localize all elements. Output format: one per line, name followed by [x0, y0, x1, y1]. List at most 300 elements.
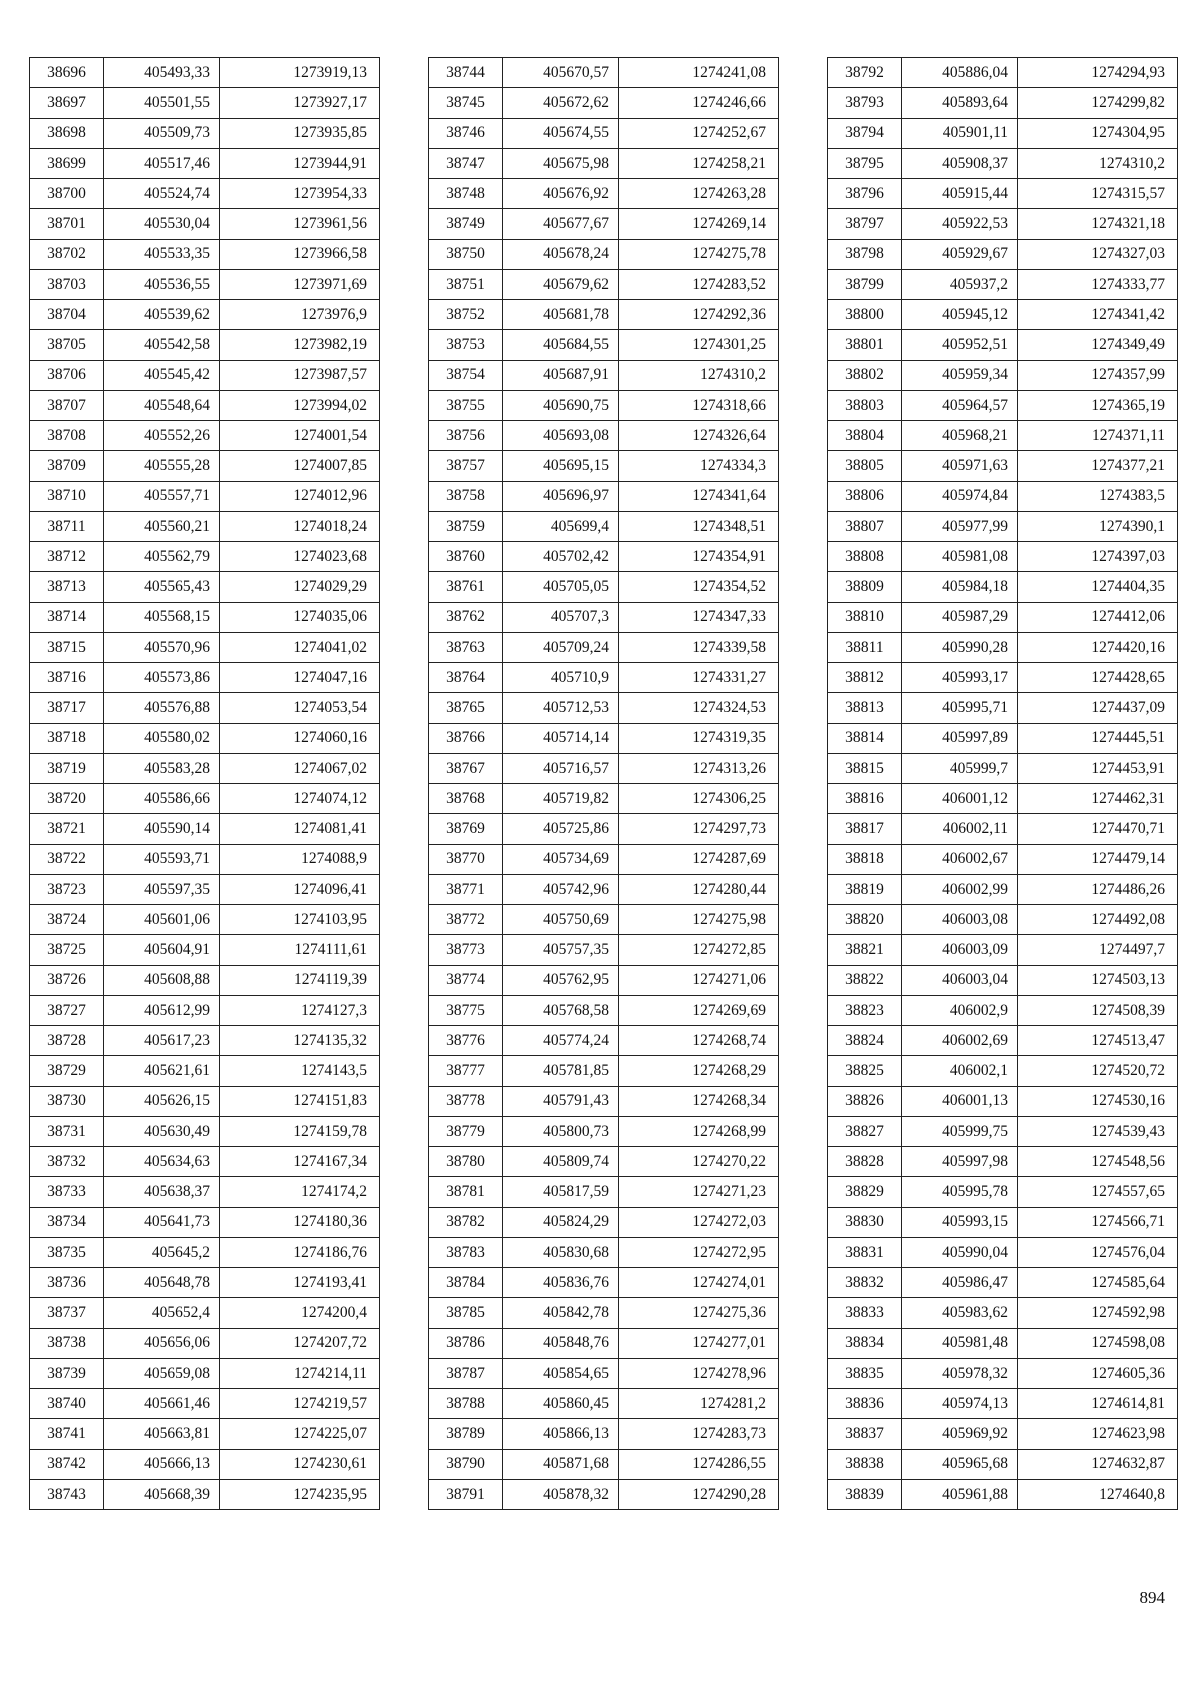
y-coordinate-cell: 1274012,96 — [220, 481, 380, 511]
point-number-cell: 38705 — [30, 330, 104, 360]
table-row — [30, 1177, 380, 1207]
table-row — [828, 935, 1178, 965]
y-coordinate-cell: 1274159,78 — [220, 1116, 380, 1146]
table-row — [429, 874, 779, 904]
x-coordinate-cell: 405710,9 — [503, 663, 619, 693]
point-number-cell: 38753 — [429, 330, 503, 360]
x-coordinate-cell: 405774,24 — [503, 1026, 619, 1056]
y-coordinate-cell: 1274548,56 — [1018, 1147, 1178, 1177]
point-number-cell: 38789 — [429, 1419, 503, 1449]
y-coordinate-cell: 1274268,34 — [619, 1086, 779, 1116]
y-coordinate-cell: 1274269,69 — [619, 995, 779, 1025]
x-coordinate-cell: 405659,08 — [104, 1358, 220, 1388]
table-row — [429, 58, 779, 88]
table-row — [828, 360, 1178, 390]
x-coordinate-cell: 405908,37 — [902, 148, 1018, 178]
point-number-cell: 38765 — [429, 693, 503, 723]
x-coordinate-cell: 405674,55 — [503, 118, 619, 148]
x-coordinate-cell: 405536,55 — [104, 269, 220, 299]
y-coordinate-cell: 1274268,99 — [619, 1116, 779, 1146]
x-coordinate-cell: 405684,55 — [503, 330, 619, 360]
x-coordinate-cell: 405871,68 — [503, 1449, 619, 1479]
x-coordinate-cell: 405945,12 — [902, 300, 1018, 330]
y-coordinate-cell: 1274319,35 — [619, 723, 779, 753]
point-number-cell: 38797 — [828, 209, 902, 239]
table-row — [828, 300, 1178, 330]
x-coordinate-cell: 405677,67 — [503, 209, 619, 239]
table-row — [30, 58, 380, 88]
table-row — [30, 1086, 380, 1116]
y-coordinate-cell: 1274557,65 — [1018, 1177, 1178, 1207]
x-coordinate-cell: 405961,88 — [902, 1479, 1018, 1509]
y-coordinate-cell: 1274283,52 — [619, 269, 779, 299]
x-coordinate-cell: 405968,21 — [902, 421, 1018, 451]
x-coordinate-cell: 406003,04 — [902, 965, 1018, 995]
x-coordinate-cell: 405997,98 — [902, 1147, 1018, 1177]
y-coordinate-cell: 1274219,57 — [220, 1389, 380, 1419]
point-number-cell: 38762 — [429, 602, 503, 632]
point-number-cell: 38716 — [30, 663, 104, 693]
x-coordinate-cell: 405915,44 — [902, 179, 1018, 209]
x-coordinate-cell: 405848,76 — [503, 1328, 619, 1358]
table-row — [30, 874, 380, 904]
x-coordinate-cell: 405995,78 — [902, 1177, 1018, 1207]
point-number-cell: 38709 — [30, 451, 104, 481]
x-coordinate-cell: 405679,62 — [503, 269, 619, 299]
y-coordinate-cell: 1274269,14 — [619, 209, 779, 239]
x-coordinate-cell: 405687,91 — [503, 360, 619, 390]
x-coordinate-cell: 405999,75 — [902, 1116, 1018, 1146]
table-row — [828, 1449, 1178, 1479]
table-row — [828, 239, 1178, 269]
y-coordinate-cell: 1274230,61 — [220, 1449, 380, 1479]
y-coordinate-cell: 1274632,87 — [1018, 1449, 1178, 1479]
x-coordinate-cell: 405675,98 — [503, 148, 619, 178]
point-number-cell: 38832 — [828, 1268, 902, 1298]
table-row — [30, 1116, 380, 1146]
point-number-cell: 38798 — [828, 239, 902, 269]
point-number-cell: 38748 — [429, 179, 503, 209]
x-coordinate-cell: 405817,59 — [503, 1177, 619, 1207]
y-coordinate-cell: 1274297,73 — [619, 814, 779, 844]
y-coordinate-cell: 1274180,36 — [220, 1207, 380, 1237]
x-coordinate-cell: 405983,62 — [902, 1298, 1018, 1328]
y-coordinate-cell: 1274286,55 — [619, 1449, 779, 1479]
table-row — [828, 1086, 1178, 1116]
point-number-cell: 38823 — [828, 995, 902, 1025]
x-coordinate-cell: 405533,35 — [104, 239, 220, 269]
point-number-cell: 38836 — [828, 1389, 902, 1419]
point-number-cell: 38774 — [429, 965, 503, 995]
x-coordinate-cell: 405699,4 — [503, 511, 619, 541]
y-coordinate-cell: 1274377,21 — [1018, 451, 1178, 481]
point-number-cell: 38827 — [828, 1116, 902, 1146]
x-coordinate-cell: 405750,69 — [503, 905, 619, 935]
x-coordinate-cell: 405866,13 — [503, 1419, 619, 1449]
x-coordinate-cell: 406002,69 — [902, 1026, 1018, 1056]
table-row — [30, 1419, 380, 1449]
point-number-cell: 38735 — [30, 1237, 104, 1267]
y-coordinate-cell: 1274327,03 — [1018, 239, 1178, 269]
y-coordinate-cell: 1274334,3 — [619, 451, 779, 481]
x-coordinate-cell: 405734,69 — [503, 844, 619, 874]
y-coordinate-cell: 1274283,73 — [619, 1419, 779, 1449]
x-coordinate-cell: 405922,53 — [902, 209, 1018, 239]
table-row — [429, 88, 779, 118]
y-coordinate-cell: 1274135,32 — [220, 1026, 380, 1056]
point-number-cell: 38742 — [30, 1449, 104, 1479]
point-number-cell: 38721 — [30, 814, 104, 844]
x-coordinate-cell: 405707,3 — [503, 602, 619, 632]
table-row — [30, 844, 380, 874]
y-coordinate-cell: 1274281,2 — [619, 1389, 779, 1419]
point-number-cell: 38714 — [30, 602, 104, 632]
y-coordinate-cell: 1274331,27 — [619, 663, 779, 693]
y-coordinate-cell: 1274333,77 — [1018, 269, 1178, 299]
point-number-cell: 38778 — [429, 1086, 503, 1116]
table-row — [429, 814, 779, 844]
y-coordinate-cell: 1274412,06 — [1018, 602, 1178, 632]
point-number-cell: 38759 — [429, 511, 503, 541]
table-row — [429, 1147, 779, 1177]
x-coordinate-cell: 405781,85 — [503, 1056, 619, 1086]
table-row — [828, 118, 1178, 148]
point-number-cell: 38738 — [30, 1328, 104, 1358]
x-coordinate-cell: 405638,37 — [104, 1177, 220, 1207]
table-row — [828, 209, 1178, 239]
point-number-cell: 38817 — [828, 814, 902, 844]
point-number-cell: 38810 — [828, 602, 902, 632]
x-coordinate-cell: 405959,34 — [902, 360, 1018, 390]
x-coordinate-cell: 405809,74 — [503, 1147, 619, 1177]
y-coordinate-cell: 1274313,26 — [619, 753, 779, 783]
table-row — [30, 1389, 380, 1419]
x-coordinate-cell: 405670,57 — [503, 58, 619, 88]
point-number-cell: 38783 — [429, 1237, 503, 1267]
x-coordinate-cell: 405524,74 — [104, 179, 220, 209]
point-number-cell: 38833 — [828, 1298, 902, 1328]
x-coordinate-cell: 405719,82 — [503, 784, 619, 814]
y-coordinate-cell: 1274268,74 — [619, 1026, 779, 1056]
point-number-cell: 38818 — [828, 844, 902, 874]
x-coordinate-cell: 405621,61 — [104, 1056, 220, 1086]
y-coordinate-cell: 1274341,64 — [619, 481, 779, 511]
y-coordinate-cell: 1274207,72 — [220, 1328, 380, 1358]
table-row — [429, 1298, 779, 1328]
table-row — [828, 1298, 1178, 1328]
table-row — [429, 693, 779, 723]
y-coordinate-cell: 1274371,11 — [1018, 421, 1178, 451]
point-number-cell: 38731 — [30, 1116, 104, 1146]
point-number-cell: 38727 — [30, 995, 104, 1025]
table-row — [828, 390, 1178, 420]
point-number-cell: 38699 — [30, 148, 104, 178]
point-number-cell: 38780 — [429, 1147, 503, 1177]
y-coordinate-cell: 1274357,99 — [1018, 360, 1178, 390]
point-number-cell: 38729 — [30, 1056, 104, 1086]
x-coordinate-cell: 405530,04 — [104, 209, 220, 239]
table-row — [429, 360, 779, 390]
point-number-cell: 38720 — [30, 784, 104, 814]
x-coordinate-cell: 405545,42 — [104, 360, 220, 390]
table-row — [30, 360, 380, 390]
y-coordinate-cell: 1274053,54 — [220, 693, 380, 723]
x-coordinate-cell: 405548,64 — [104, 390, 220, 420]
y-coordinate-cell: 1274445,51 — [1018, 723, 1178, 753]
y-coordinate-cell: 1274186,76 — [220, 1237, 380, 1267]
y-coordinate-cell: 1273966,58 — [220, 239, 380, 269]
point-number-cell: 38717 — [30, 693, 104, 723]
y-coordinate-cell: 1274258,21 — [619, 148, 779, 178]
x-coordinate-cell: 405608,88 — [104, 965, 220, 995]
y-coordinate-cell: 1274321,18 — [1018, 209, 1178, 239]
y-coordinate-cell: 1274241,08 — [619, 58, 779, 88]
y-coordinate-cell: 1274290,28 — [619, 1479, 779, 1509]
y-coordinate-cell: 1274479,14 — [1018, 844, 1178, 874]
x-coordinate-cell: 406002,99 — [902, 874, 1018, 904]
x-coordinate-cell: 405709,24 — [503, 632, 619, 662]
table-row — [429, 269, 779, 299]
table-row — [30, 1328, 380, 1358]
x-coordinate-cell: 405626,15 — [104, 1086, 220, 1116]
x-coordinate-cell: 405590,14 — [104, 814, 220, 844]
point-number-cell: 38828 — [828, 1147, 902, 1177]
x-coordinate-cell: 405617,23 — [104, 1026, 220, 1056]
point-number-cell: 38784 — [429, 1268, 503, 1298]
point-number-cell: 38776 — [429, 1026, 503, 1056]
point-number-cell: 38795 — [828, 148, 902, 178]
table-row — [30, 723, 380, 753]
x-coordinate-cell: 405552,26 — [104, 421, 220, 451]
y-coordinate-cell: 1274539,43 — [1018, 1116, 1178, 1146]
table-row — [30, 300, 380, 330]
x-coordinate-cell: 405768,58 — [503, 995, 619, 1025]
y-coordinate-cell: 1274275,36 — [619, 1298, 779, 1328]
table-row — [828, 632, 1178, 662]
y-coordinate-cell: 1273982,19 — [220, 330, 380, 360]
x-coordinate-cell: 405952,51 — [902, 330, 1018, 360]
y-coordinate-cell: 1274119,39 — [220, 965, 380, 995]
table-row — [429, 965, 779, 995]
x-coordinate-cell: 405969,92 — [902, 1419, 1018, 1449]
table-row — [828, 179, 1178, 209]
x-coordinate-cell: 406002,67 — [902, 844, 1018, 874]
table-row — [828, 602, 1178, 632]
x-coordinate-cell: 405652,4 — [104, 1298, 220, 1328]
y-coordinate-cell: 1274103,95 — [220, 905, 380, 935]
table-row — [30, 179, 380, 209]
y-coordinate-cell: 1274520,72 — [1018, 1056, 1178, 1086]
y-coordinate-cell: 1274081,41 — [220, 814, 380, 844]
table-row — [828, 1237, 1178, 1267]
table-row — [30, 1237, 380, 1267]
point-number-cell: 38741 — [30, 1419, 104, 1449]
table-row — [30, 784, 380, 814]
x-coordinate-cell: 405986,47 — [902, 1268, 1018, 1298]
x-coordinate-cell: 405509,73 — [104, 118, 220, 148]
point-number-cell: 38734 — [30, 1207, 104, 1237]
point-number-cell: 38752 — [429, 300, 503, 330]
x-coordinate-cell: 405630,49 — [104, 1116, 220, 1146]
y-coordinate-cell: 1274397,03 — [1018, 542, 1178, 572]
y-coordinate-cell: 1274513,47 — [1018, 1026, 1178, 1056]
x-coordinate-cell: 405854,65 — [503, 1358, 619, 1388]
y-coordinate-cell: 1274088,9 — [220, 844, 380, 874]
table-row — [429, 239, 779, 269]
point-number-cell: 38803 — [828, 390, 902, 420]
table-row — [828, 1147, 1178, 1177]
y-coordinate-cell: 1274271,06 — [619, 965, 779, 995]
x-coordinate-cell: 405762,95 — [503, 965, 619, 995]
x-coordinate-cell: 405663,81 — [104, 1419, 220, 1449]
x-coordinate-cell: 405542,58 — [104, 330, 220, 360]
point-number-cell: 38801 — [828, 330, 902, 360]
table-row — [828, 965, 1178, 995]
point-number-cell: 38824 — [828, 1026, 902, 1056]
x-coordinate-cell: 405645,2 — [104, 1237, 220, 1267]
point-number-cell: 38834 — [828, 1328, 902, 1358]
table-row — [30, 148, 380, 178]
point-number-cell: 38726 — [30, 965, 104, 995]
y-coordinate-cell: 1274041,02 — [220, 632, 380, 662]
y-coordinate-cell: 1274235,95 — [220, 1479, 380, 1509]
x-coordinate-cell: 405539,62 — [104, 300, 220, 330]
y-coordinate-cell: 1274598,08 — [1018, 1328, 1178, 1358]
table-row — [30, 209, 380, 239]
x-coordinate-cell: 406003,09 — [902, 935, 1018, 965]
table-row — [30, 542, 380, 572]
x-coordinate-cell: 405576,88 — [104, 693, 220, 723]
table-row — [429, 663, 779, 693]
x-coordinate-cell: 405568,15 — [104, 602, 220, 632]
y-coordinate-cell: 1274246,66 — [619, 88, 779, 118]
y-coordinate-cell: 1274035,06 — [220, 602, 380, 632]
table-row — [429, 1479, 779, 1509]
table-row — [429, 632, 779, 662]
point-number-cell: 38814 — [828, 723, 902, 753]
x-coordinate-cell: 405580,02 — [104, 723, 220, 753]
y-coordinate-cell: 1274486,26 — [1018, 874, 1178, 904]
point-number-cell: 38804 — [828, 421, 902, 451]
point-number-cell: 38790 — [429, 1449, 503, 1479]
table-row — [828, 995, 1178, 1025]
x-coordinate-cell: 405693,08 — [503, 421, 619, 451]
point-number-cell: 38755 — [429, 390, 503, 420]
point-number-cell: 38819 — [828, 874, 902, 904]
point-number-cell: 38791 — [429, 1479, 503, 1509]
point-number-cell: 38830 — [828, 1207, 902, 1237]
y-coordinate-cell: 1273994,02 — [220, 390, 380, 420]
y-coordinate-cell: 1274193,41 — [220, 1268, 380, 1298]
table-row — [30, 602, 380, 632]
y-coordinate-cell: 1274294,93 — [1018, 58, 1178, 88]
x-coordinate-cell: 405593,71 — [104, 844, 220, 874]
y-coordinate-cell: 1274390,1 — [1018, 511, 1178, 541]
point-number-cell: 38793 — [828, 88, 902, 118]
point-number-cell: 38761 — [429, 572, 503, 602]
table-row — [828, 572, 1178, 602]
table-row — [30, 572, 380, 602]
x-coordinate-cell: 405971,63 — [902, 451, 1018, 481]
point-number-cell: 38740 — [30, 1389, 104, 1419]
point-number-cell: 38807 — [828, 511, 902, 541]
x-coordinate-cell: 405725,86 — [503, 814, 619, 844]
table-row — [30, 1207, 380, 1237]
table-row — [828, 1177, 1178, 1207]
table-row — [828, 1056, 1178, 1086]
x-coordinate-cell: 405661,46 — [104, 1389, 220, 1419]
table-row — [828, 511, 1178, 541]
table-row — [429, 1116, 779, 1146]
x-coordinate-cell: 405493,33 — [104, 58, 220, 88]
point-number-cell: 38829 — [828, 1177, 902, 1207]
point-number-cell: 38799 — [828, 269, 902, 299]
x-coordinate-cell: 405501,55 — [104, 88, 220, 118]
table-row — [828, 1026, 1178, 1056]
point-number-cell: 38712 — [30, 542, 104, 572]
y-coordinate-cell: 1274640,8 — [1018, 1479, 1178, 1509]
table-row — [429, 1268, 779, 1298]
point-number-cell: 38808 — [828, 542, 902, 572]
table-row — [828, 663, 1178, 693]
y-coordinate-cell: 1273927,17 — [220, 88, 380, 118]
y-coordinate-cell: 1274592,98 — [1018, 1298, 1178, 1328]
x-coordinate-cell: 405830,68 — [503, 1237, 619, 1267]
point-number-cell: 38806 — [828, 481, 902, 511]
point-number-cell: 38711 — [30, 511, 104, 541]
table-row — [30, 663, 380, 693]
y-coordinate-cell: 1274272,95 — [619, 1237, 779, 1267]
point-number-cell: 38751 — [429, 269, 503, 299]
table-row — [828, 1116, 1178, 1146]
y-coordinate-cell: 1274225,07 — [220, 1419, 380, 1449]
y-coordinate-cell: 1274508,39 — [1018, 995, 1178, 1025]
x-coordinate-cell: 405964,57 — [902, 390, 1018, 420]
x-coordinate-cell: 405666,13 — [104, 1449, 220, 1479]
point-number-cell: 38719 — [30, 753, 104, 783]
y-coordinate-cell: 1274272,85 — [619, 935, 779, 965]
x-coordinate-cell: 405987,29 — [902, 602, 1018, 632]
x-coordinate-cell: 405612,99 — [104, 995, 220, 1025]
x-coordinate-cell: 405978,32 — [902, 1358, 1018, 1388]
y-coordinate-cell: 1273976,9 — [220, 300, 380, 330]
point-number-cell: 38805 — [828, 451, 902, 481]
y-coordinate-cell: 1274339,58 — [619, 632, 779, 662]
x-coordinate-cell: 406003,08 — [902, 905, 1018, 935]
x-coordinate-cell: 405573,86 — [104, 663, 220, 693]
table-row — [30, 390, 380, 420]
x-coordinate-cell: 405597,35 — [104, 874, 220, 904]
point-number-cell: 38725 — [30, 935, 104, 965]
table-row — [30, 330, 380, 360]
table-row — [828, 874, 1178, 904]
point-number-cell: 38715 — [30, 632, 104, 662]
table-row — [429, 1419, 779, 1449]
point-number-cell: 38815 — [828, 753, 902, 783]
point-number-cell: 38739 — [30, 1358, 104, 1388]
point-number-cell: 38737 — [30, 1298, 104, 1328]
point-number-cell: 38732 — [30, 1147, 104, 1177]
x-coordinate-cell: 405712,53 — [503, 693, 619, 723]
y-coordinate-cell: 1274497,7 — [1018, 935, 1178, 965]
y-coordinate-cell: 1274275,98 — [619, 905, 779, 935]
x-coordinate-cell: 405555,28 — [104, 451, 220, 481]
y-coordinate-cell: 1274277,01 — [619, 1328, 779, 1358]
x-coordinate-cell: 405893,64 — [902, 88, 1018, 118]
y-coordinate-cell: 1274275,78 — [619, 239, 779, 269]
point-number-cell: 38713 — [30, 572, 104, 602]
y-coordinate-cell: 1274341,42 — [1018, 300, 1178, 330]
